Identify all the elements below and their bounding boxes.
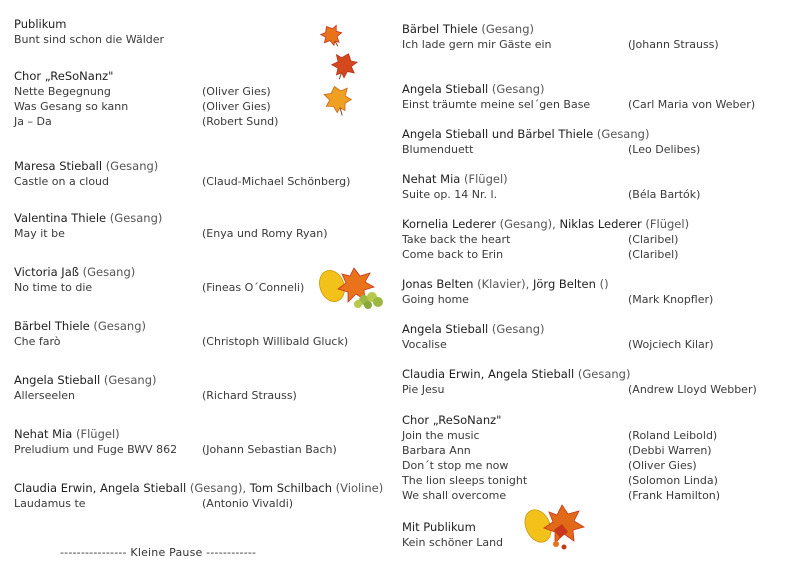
performer-line	[402, 367, 792, 382]
performer-role: (Gesang)	[577, 367, 631, 381]
composer: (Mark Knopfler)	[628, 293, 714, 306]
composer: (Johann Sebastian Bach)	[202, 443, 337, 456]
piece-title: Kein schöner Land	[402, 536, 504, 549]
composer: (Béla Bartók)	[628, 188, 701, 201]
performer-line	[402, 413, 792, 428]
performer-name: Nehat Mia	[402, 172, 461, 186]
program-entry	[14, 373, 384, 403]
performer-role: (Flügel)	[645, 217, 690, 231]
performer-name: Publikum	[14, 17, 67, 31]
performer-name: Nehat Mia	[14, 427, 73, 441]
composer: (Frank Hamilton)	[628, 489, 721, 502]
composer: (Claribel)	[628, 233, 679, 246]
autumn-leaves-icon	[318, 264, 390, 310]
performer-line	[14, 373, 384, 388]
performer-name: Jonas Belten	[402, 277, 474, 291]
composer: (Enya und Romy Ryan)	[202, 227, 328, 240]
piece-title: Preludium und Fuge BWV 862	[14, 443, 178, 456]
performer-line	[402, 277, 792, 292]
piece-row	[402, 232, 792, 247]
intermission-line: ---------------- Kleine Pause ------------	[60, 546, 257, 559]
piece-row	[402, 535, 792, 550]
autumn-leaves-icon	[318, 22, 364, 122]
piece-title: Bunt sind schon die Wälder	[14, 33, 165, 46]
performer-line	[14, 319, 384, 334]
performer-name: Jörg Belten	[532, 277, 596, 291]
performer-role: (Gesang)	[481, 22, 534, 36]
performer-name: Angela Stieball	[402, 322, 489, 336]
performer-line	[402, 322, 792, 337]
performer-line	[14, 481, 384, 496]
performer-line	[402, 217, 792, 232]
piece-row	[402, 292, 792, 307]
performer-role: (Gesang)	[105, 159, 159, 173]
performer-line	[402, 82, 792, 97]
piece-title: Barbara Ann	[402, 444, 471, 457]
composer: (Oliver Gies)	[628, 459, 697, 472]
program-entry	[14, 481, 384, 511]
program-entry	[402, 413, 792, 503]
performer-role: (Flügel)	[464, 172, 508, 186]
piece-title: No time to die	[14, 281, 93, 294]
performer-name: Claudia Erwin, Angela Stieball	[402, 367, 575, 381]
performer-role: ()	[599, 277, 609, 291]
performer-name: Angela Stieball und Bärbel Thiele	[402, 127, 594, 141]
program-entry	[402, 22, 792, 52]
performer-name: Kornelia Lederer	[402, 217, 496, 231]
performer-line	[14, 159, 384, 174]
piece-row	[402, 443, 792, 458]
composer: (Roland Leibold)	[628, 429, 718, 442]
composer: (Wojciech Kilar)	[628, 338, 714, 351]
piece-title: Suite op. 14 Nr. l.	[402, 188, 498, 201]
piece-title: Ich lade gern mir Gäste ein	[402, 38, 552, 51]
performer-name: Bärbel Thiele	[402, 22, 478, 36]
performer-role: (Klavier),	[477, 277, 530, 291]
performer-name: Niklas Lederer	[559, 217, 642, 231]
performer-role: (Gesang)	[82, 265, 136, 279]
performer-role: (Gesang),	[499, 217, 556, 231]
piece-title: Going home	[402, 293, 469, 306]
piece-title: Don´t stop me now	[402, 459, 509, 472]
piece-row	[402, 337, 792, 352]
program-entry	[402, 277, 792, 307]
program-entry	[402, 82, 792, 112]
performer-name: Tom Schilbach	[249, 481, 332, 495]
performer-role: (Gesang)	[491, 82, 545, 96]
composer: (Johann Strauss)	[628, 38, 719, 51]
composer: (Oliver Gies)	[202, 100, 271, 113]
performer-name: Chor „ReSoNanz"	[402, 413, 502, 427]
piece-row	[402, 142, 792, 157]
piece-row	[14, 174, 384, 189]
performer-role: (Gesang)	[596, 127, 650, 141]
performer-name: Angela Stieball	[402, 82, 489, 96]
composer: (Solomon Linda)	[628, 474, 718, 487]
performer-role: (Gesang)	[491, 322, 545, 336]
piece-title: Come back to Erin	[402, 248, 504, 261]
performer-role: (Flügel)	[76, 427, 120, 441]
piece-row	[402, 428, 792, 443]
program-entry	[402, 322, 792, 352]
composer: (Robert Sund)	[202, 115, 279, 128]
composer: (Fineas O´Conneli)	[202, 281, 305, 294]
piece-title: We shall overcome	[402, 489, 507, 502]
piece-title: Einst träumte meine sel´gen Base	[402, 98, 591, 111]
composer: (Antonio Vivaldi)	[202, 497, 294, 510]
performer-line	[14, 211, 384, 226]
piece-row	[402, 382, 792, 397]
piece-title: Laudamus te	[14, 497, 86, 510]
piece-row	[402, 37, 792, 52]
performer-line	[14, 427, 384, 442]
program-entry	[14, 159, 384, 189]
piece-title: Blumenduett	[402, 143, 474, 156]
program-entry	[14, 211, 384, 241]
performer-role: (Gesang)	[103, 373, 157, 387]
piece-row	[402, 458, 792, 473]
performer-line	[402, 127, 792, 142]
performer-name: Mit Publikum	[402, 520, 476, 534]
piece-title: May it be	[14, 227, 65, 240]
piece-title: Nette Begegnung	[14, 85, 111, 98]
piece-title: Was Gesang so kann	[14, 100, 129, 113]
piece-title: The lion sleeps tonight	[402, 474, 528, 487]
composer: (Andrew Lloyd Webber)	[628, 383, 757, 396]
performer-line	[402, 520, 792, 535]
composer: (Claribel)	[628, 248, 679, 261]
program-entry	[14, 427, 384, 457]
composer: (Claud-Michael Schönberg)	[202, 175, 351, 188]
piece-title: Pie Jesu	[402, 383, 445, 396]
piece-title: Castle on a cloud	[14, 175, 110, 188]
piece-row	[402, 473, 792, 488]
autumn-leaves-icon	[524, 500, 596, 552]
performer-name: Angela Stieball	[14, 373, 101, 387]
performer-name: Valentina Thiele	[14, 211, 107, 225]
program-entry	[402, 127, 792, 157]
performer-name: Claudia Erwin, Angela Stieball	[14, 481, 187, 495]
piece-title: Allerseelen	[14, 389, 75, 402]
composer: (Debbi Warren)	[628, 444, 712, 457]
piece-title: Take back the heart	[402, 233, 511, 246]
piece-row	[402, 187, 792, 202]
performer-name: Chor „ReSoNanz"	[14, 69, 114, 83]
program-entry	[402, 172, 792, 202]
composer: (Richard Strauss)	[202, 389, 297, 402]
piece-row	[402, 247, 792, 262]
program-entry	[402, 217, 792, 262]
performer-line	[402, 22, 792, 37]
piece-title: Join the music	[402, 429, 480, 442]
performer-role: (Gesang)	[93, 319, 146, 333]
composer: (Leo Delibes)	[628, 143, 701, 156]
performer-role: (Gesang)	[109, 211, 163, 225]
piece-row	[402, 488, 792, 503]
piece-title: Vocalise	[402, 338, 447, 351]
performer-name: Maresa Stieball	[14, 159, 103, 173]
composer: (Carl Maria von Weber)	[628, 98, 756, 111]
piece-row	[14, 334, 384, 349]
program-entry	[402, 367, 792, 397]
piece-title: Ja – Da	[14, 115, 52, 128]
piece-row	[14, 226, 384, 241]
performer-role: (Gesang),	[189, 481, 247, 495]
performer-name: Bärbel Thiele	[14, 319, 90, 333]
program-entry	[402, 520, 792, 550]
piece-title: Che farò	[14, 335, 61, 348]
performer-role: (Violine)	[335, 481, 384, 495]
composer: (Oliver Gies)	[202, 85, 271, 98]
piece-row	[14, 388, 384, 403]
piece-row	[14, 496, 384, 511]
piece-row	[402, 97, 792, 112]
piece-row	[14, 442, 384, 457]
performer-line	[402, 172, 792, 187]
program-entry	[14, 319, 384, 349]
composer: (Christoph Willibald Gluck)	[202, 335, 349, 348]
performer-name: Victoria Jaß	[14, 265, 79, 279]
